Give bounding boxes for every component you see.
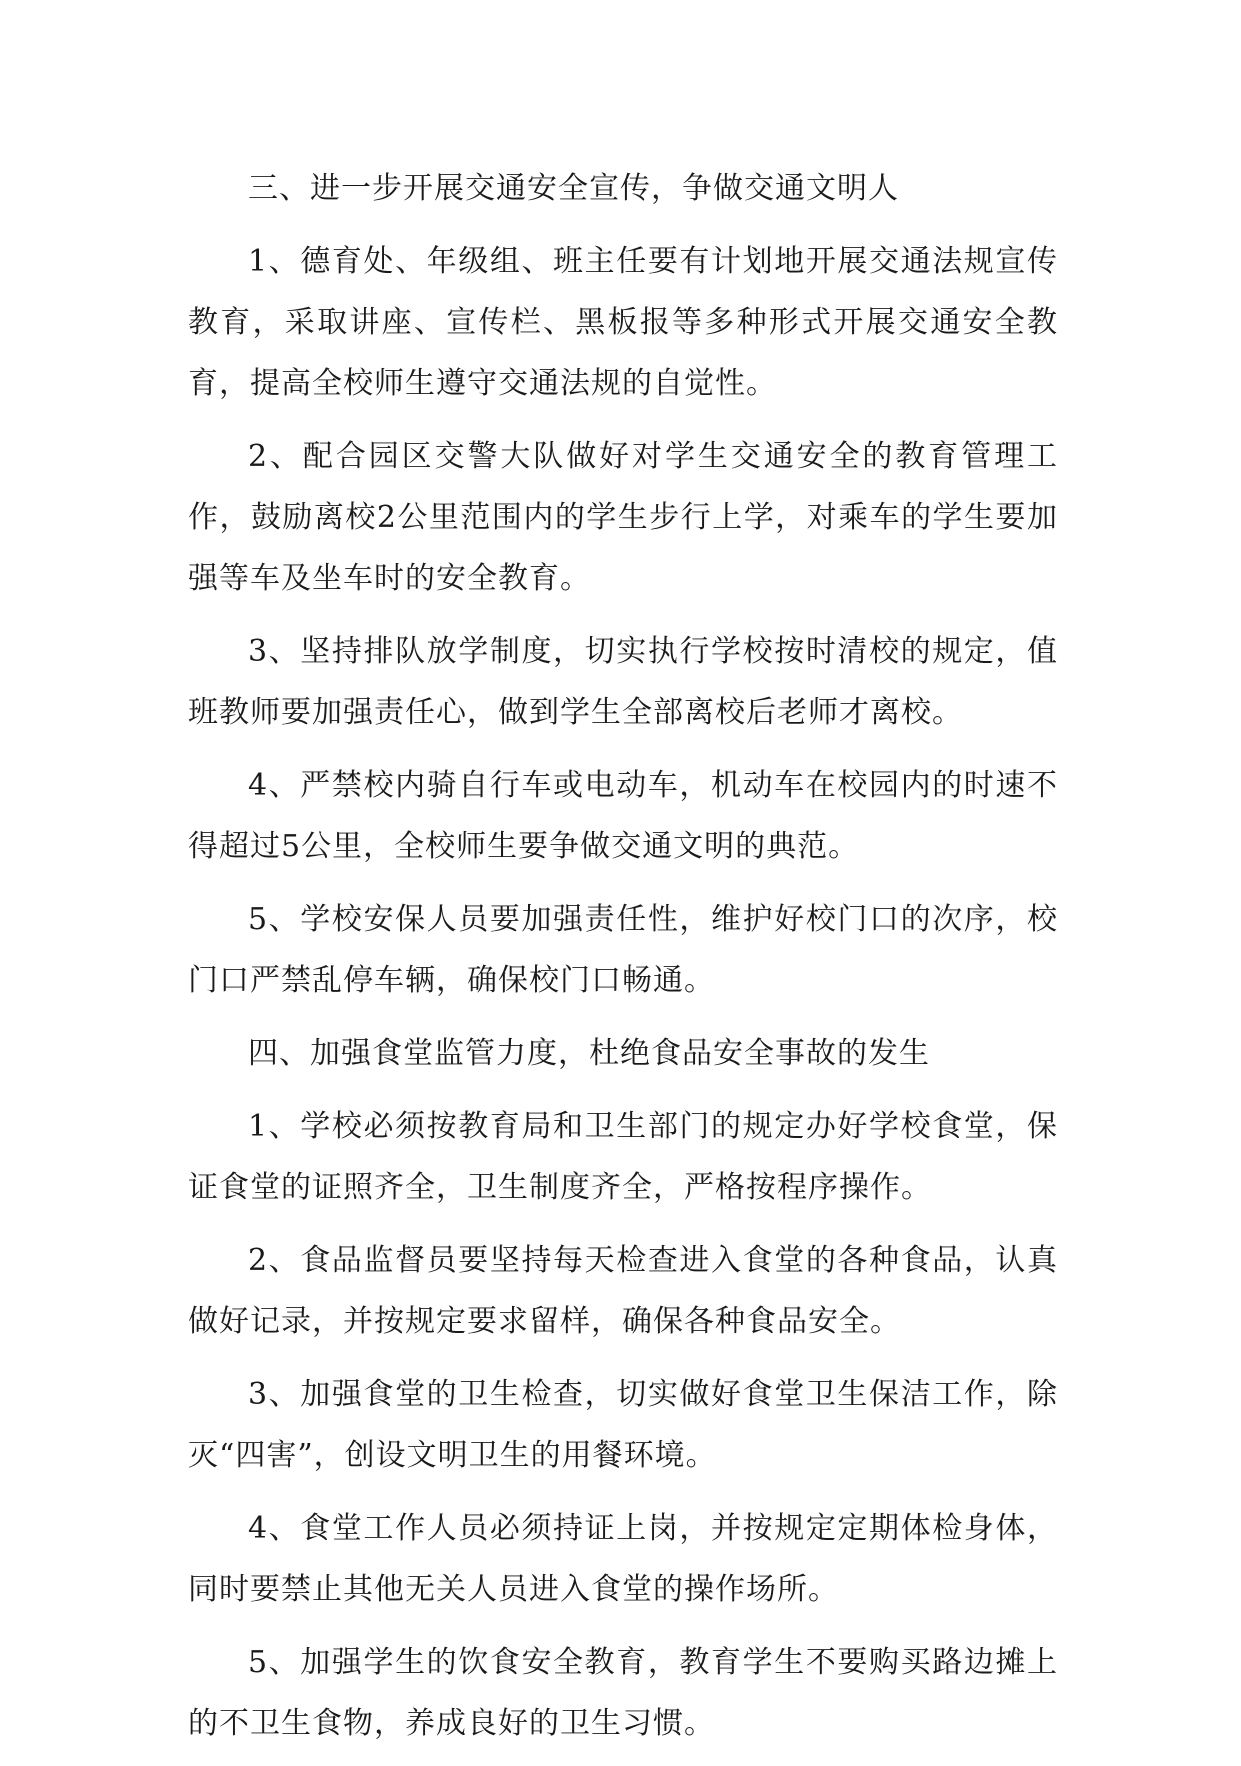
canteen-item-1: 1、学校必须按教育局和卫生部门的规定办好学校食堂，保证食堂的证照齐全，卫生制度齐全，严格按程序操作。: [188, 1109, 1058, 1205]
traffic-item-4: 4、严禁校内骑自行车或电动车，机动车在校园内的时速不得超过5公里，全校师生要争做交通文明的典范。: [188, 768, 1058, 864]
traffic-item-1: 1、德育处、年级组、班主任要有计划地开展交通法规宣传教育，采取讲座、宣传栏、黑板报等多种形式开展交通安全教育，提高全校师生遵守交通法规的自觉性。: [188, 244, 1058, 401]
document-body: [188, 158, 1058, 1766]
section-heading-canteen: 四、加强食堂监管力度，杜绝食品安全事故的发生: [248, 1036, 930, 1071]
canteen-item-3: 3、加强食堂的卫生检查，切实做好食堂卫生保洁工作，除灭“四害”，创设文明卫生的用餐环境。: [188, 1377, 1058, 1473]
traffic-item-5: 5、学校安保人员要加强责任性，维护好校门口的次序，校门口严禁乱停车辆，确保校门口畅通。: [188, 902, 1058, 998]
traffic-item-2: 2、配合园区交警大队做好对学生交通安全的教育管理工作，鼓励离校2公里范围内的学生步行上学，对乘车的学生要加强等车及坐车时的安全教育。: [188, 439, 1058, 596]
section-heading-traffic: 三、进一步开展交通安全宣传，争做交通文明人: [248, 171, 899, 206]
canteen-item-4: 4、食堂工作人员必须持证上岗，并按规定定期体检身体，同时要禁止其他无关人员进入食堂的操作场所。: [188, 1511, 1058, 1607]
canteen-item-2: 2、食品监督员要坚持每天检查进入食堂的各种食品，认真做好记录，并按规定要求留样，确保各种食品安全。: [188, 1243, 1058, 1339]
traffic-item-3: 3、坚持排队放学制度，切实执行学校按时清校的规定，值班教师要加强责任心，做到学生全部离校后老师才离校。: [188, 634, 1058, 730]
canteen-item-5: 5、加强学生的饮食安全教育，教育学生不要购买路边摊上的不卫生食物，养成良好的卫生习惯。: [188, 1645, 1058, 1741]
